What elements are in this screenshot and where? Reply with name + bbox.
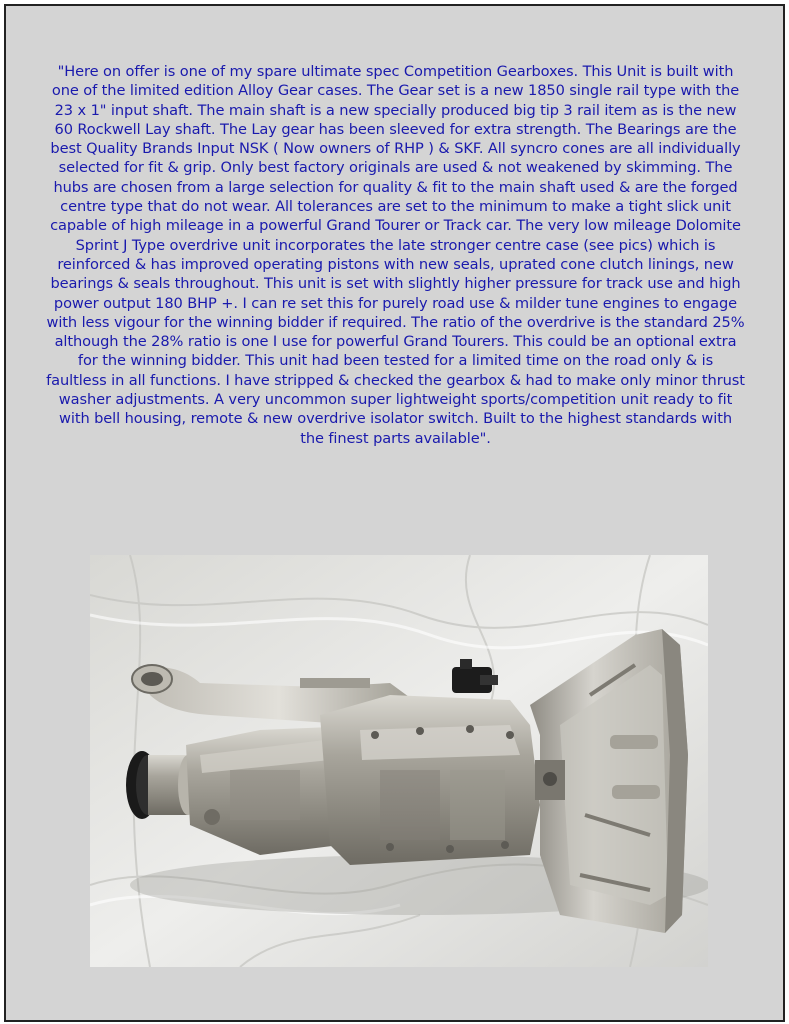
listing-panel — [4, 4, 785, 1022]
listing-description: "Here on offer is one of my spare ultimate spec Competition Gearboxes. This Unit is built with one of the limited edition Alloy Gear cases. The Gear set is a new 1850 single rail type with the 23 x 1" input shaft. The main shaft is a new specially produced big tip 3 rail item as is the new 60 Rockwell Lay shaft. The Lay gear has been sleeved for extra strength. The Bearings are the best Quality Brands Input NSK ( Now owners of RHP ) & SKF. All syncro cones are all individually selected for fit & grip. Only best factory originals are used & not weakened by skimming. The hubs are chosen from a large selection for quality & fit to the main shaft used & are the forged centre type that do not wear. All tolerances are set to the minimum to make a tight slick unit capable of high mileage in a powerful Grand Tourer or Track car. The very low mileage Dolomite Sprint J Type overdrive unit incorporates the late stronger centre case (see pics) which is reinforced & has improved operating pistons with new seals, uprated cone clutch linings, new bearings & seals throughout. This unit is set with slightly higher pressure for track use and high power output 180 BHP +. I can re set this for purely road use & milder tune engines to engage with less vigour for the winning bidder if required. The ratio of the overdrive is the standard 25% although the 28% ratio is one I use for powerful Grand Tourers. This could be an optional extra for the winning bidder. This unit had been tested for a limited time on the road only & is faultless in all functions. I have stripped & checked the gearbox & had to make only minor thrust washer adjustments. A very uncommon super lightweight sports/competition unit ready to fit with bell housing, remote & new overdrive isolator switch. Built to the highest standards with the finest parts available". — [46, 63, 745, 447]
gearbox-photo — [90, 555, 708, 967]
